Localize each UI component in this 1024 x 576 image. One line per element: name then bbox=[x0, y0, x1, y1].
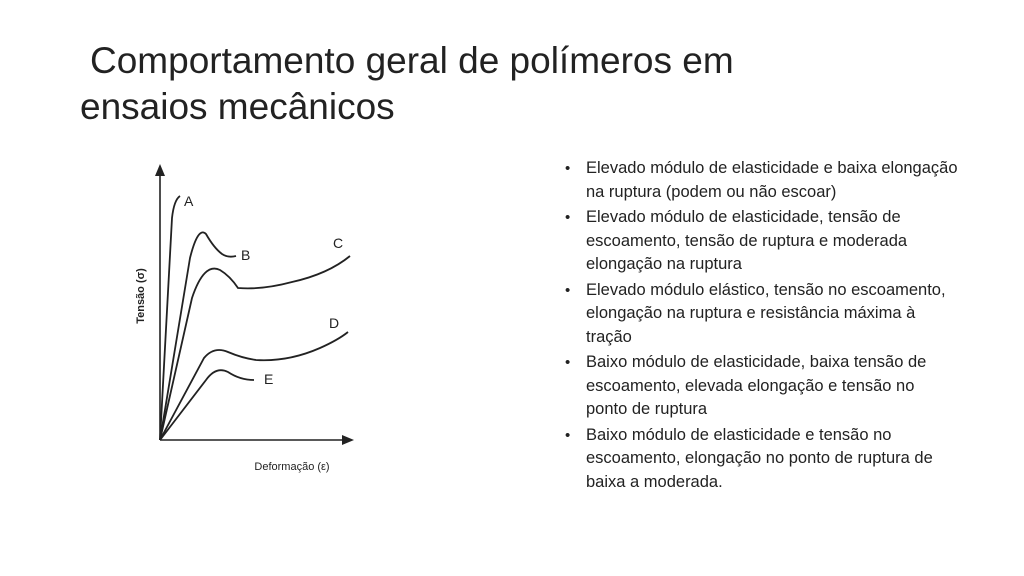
bullet-text: Elevado módulo de elasticidade e baixa elongação na ruptura (podem ou não escoar) bbox=[586, 159, 958, 201]
curve-b-label: B bbox=[241, 247, 251, 263]
bullet-text: Baixo módulo de elasticidade, baixa tensão de escoamento, elevada elongação e tensão no ponto de ruptura bbox=[586, 353, 927, 418]
bullet-item bbox=[560, 157, 960, 204]
bullet-text: Elevado módulo elástico, tensão no escoamento, elongação na ruptura e resistância máxima à tração bbox=[586, 280, 946, 346]
slide-title-line-2: ensaios mecânicos bbox=[80, 86, 395, 127]
slide-title-line-1: Comportamento geral de polímeros em bbox=[90, 40, 734, 81]
bullet-marker: • bbox=[565, 354, 571, 371]
x-axis-arrow bbox=[342, 435, 354, 445]
bullet-marker: • bbox=[565, 426, 571, 444]
curve-a bbox=[160, 196, 180, 440]
bullet-text: Elevado módulo de elasticidade, tensão de escoamento, tensão de ruptura e moderada elongação na ruptura bbox=[586, 208, 908, 273]
stress-strain-diagram bbox=[92, 158, 382, 488]
property-bullet-list bbox=[560, 157, 960, 496]
bullet-item bbox=[560, 279, 960, 350]
stress-strain-figure bbox=[92, 158, 382, 488]
x-axis-label: Deformação (ε) bbox=[254, 461, 330, 473]
curve-b bbox=[160, 232, 236, 440]
curve-d bbox=[160, 332, 348, 440]
bullet-item bbox=[560, 206, 960, 277]
curve-a-label: A bbox=[184, 193, 194, 209]
curve-d-label: D bbox=[329, 315, 340, 331]
bullet-marker: • bbox=[565, 160, 571, 177]
y-axis-arrow bbox=[155, 164, 165, 176]
bullet-marker: • bbox=[565, 209, 571, 226]
y-axis-label: Tensão (σ) bbox=[135, 268, 147, 324]
bullet-item bbox=[560, 351, 960, 422]
slide-title bbox=[80, 38, 940, 130]
bullet-marker: • bbox=[565, 281, 571, 299]
curve-c-label: C bbox=[333, 235, 344, 251]
curve-e-label: E bbox=[264, 371, 274, 387]
bullet-text: Baixo módulo de elasticidade e tensão no escoamento, elongação no ponto de ruptura de baixa a moderada. bbox=[586, 425, 933, 491]
bullet-item bbox=[560, 424, 960, 495]
